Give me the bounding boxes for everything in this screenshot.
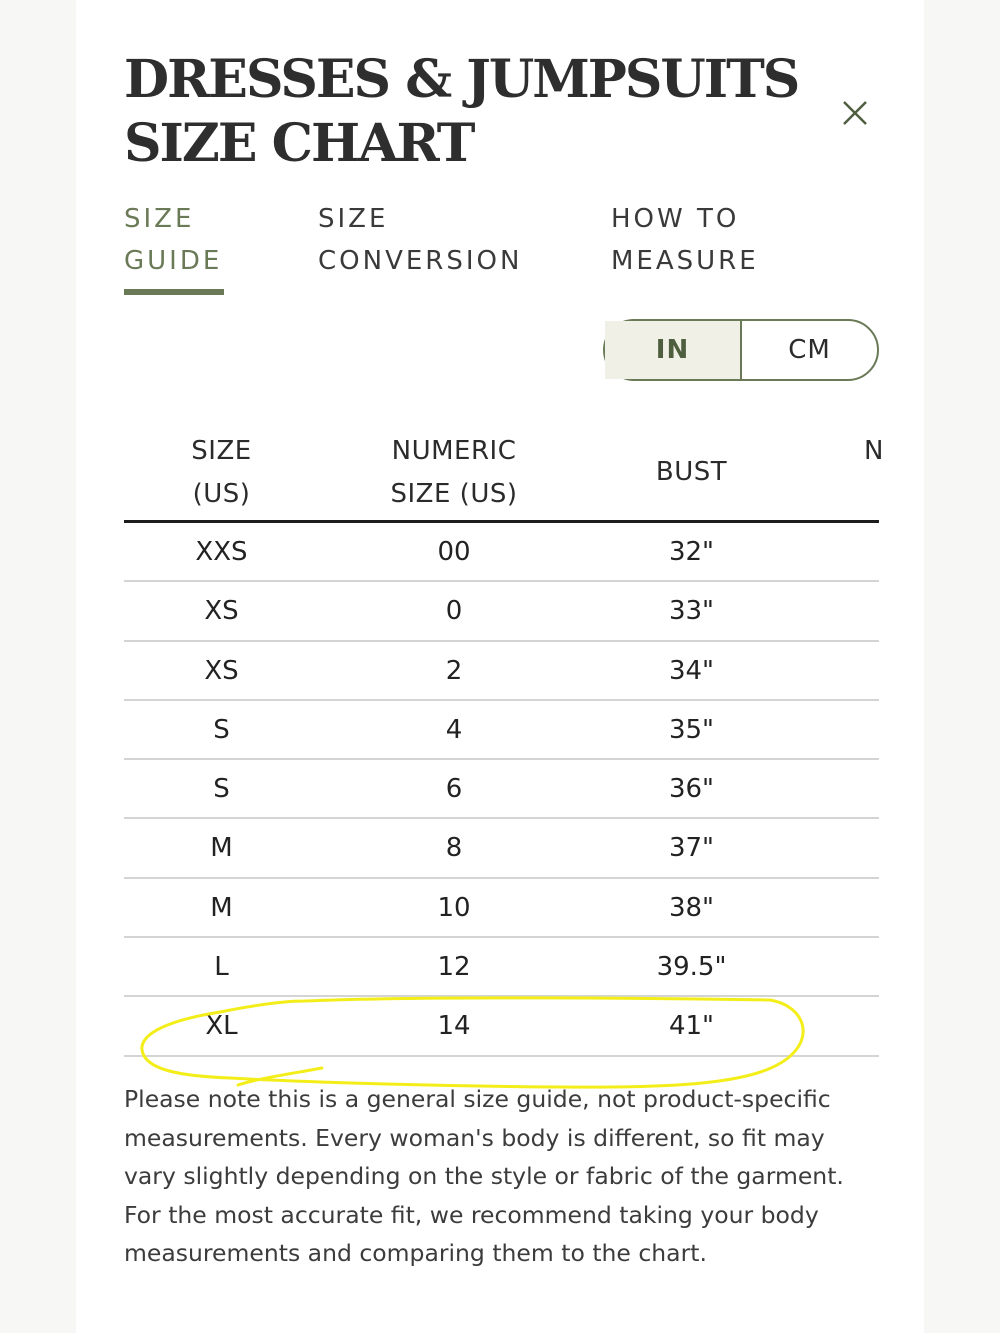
table-header — [124, 420, 884, 523]
cell-numeric-size: 10 — [437, 892, 471, 923]
cell-bust: 39.5" — [656, 952, 727, 983]
header-numeric-line2: SIZE (US) — [390, 479, 518, 509]
cell-size: XS — [204, 655, 239, 686]
cell-size: M — [210, 892, 233, 923]
header-size-line2: (US) — [192, 479, 251, 509]
cell-bust: 35" — [668, 714, 715, 745]
tab-how-to-measure-line1: HOW TO — [611, 204, 740, 234]
tab-size-conversion-line1: SIZE — [318, 204, 389, 234]
cell-bust: 32" — [668, 537, 715, 567]
cell-numeric-size: 00 — [437, 537, 471, 567]
tab-size-guide-line2: GUIDE — [124, 246, 223, 276]
table-row — [124, 642, 879, 701]
active-tab-indicator — [124, 289, 224, 295]
tab-how-to-measure-line2: MEASURE — [611, 246, 759, 276]
size-chart-modal — [76, 0, 924, 1333]
size-guide-note: Please note this is a general size guide, not product-specific measurements. Every woman's body is different, so fit may vary slightly depending on the style or fabric of the garment. For the most accurate fit, we recommend taking your body measurements and comparing them to the chart. — [124, 1085, 844, 1268]
header-bust: BUST — [655, 457, 728, 487]
cell-bust: 37" — [668, 833, 715, 864]
header-numeric-line1: NUMERIC — [391, 436, 517, 466]
cell-size: M — [210, 833, 233, 864]
tab-size-conversion[interactable] — [318, 198, 522, 282]
tab-size-guide-line1: SIZE — [124, 204, 195, 234]
cell-numeric-size: 0 — [445, 596, 463, 627]
cell-size: XL — [205, 1011, 238, 1042]
cell-size: S — [213, 714, 230, 745]
table-row — [124, 879, 879, 938]
header-next-column-partial: N — [864, 436, 884, 466]
cell-numeric-size: 12 — [437, 952, 471, 983]
cell-numeric-size: 6 — [445, 774, 463, 805]
cell-numeric-size: 14 — [437, 1011, 471, 1042]
cell-size: XS — [204, 596, 239, 627]
cell-numeric-size: 2 — [445, 655, 463, 686]
unit-toggle — [603, 319, 879, 381]
cell-numeric-size: 4 — [445, 714, 463, 745]
tab-how-to-measure[interactable] — [611, 198, 759, 282]
cell-bust: 33" — [668, 596, 715, 627]
table-row — [124, 523, 879, 582]
unit-in-button[interactable]: IN — [605, 321, 742, 379]
cell-numeric-size: 8 — [445, 833, 463, 864]
cell-size: S — [213, 774, 230, 805]
table-row — [124, 760, 879, 819]
table-row — [124, 819, 879, 878]
modal-title: DRESSES & JUMPSUITS SIZE CHART — [124, 49, 799, 174]
header-size-us — [124, 430, 319, 516]
unit-cm-button[interactable]: CM — [788, 335, 831, 365]
header-size-line1: SIZE — [191, 436, 252, 466]
size-table — [124, 420, 884, 1057]
table-row — [124, 701, 879, 760]
table-row — [124, 938, 879, 997]
header-numeric-size — [359, 430, 549, 516]
cell-bust: 38" — [668, 892, 715, 923]
cell-bust: 34" — [668, 655, 715, 686]
table-body — [124, 523, 879, 1057]
table-row — [124, 997, 879, 1056]
cell-size: L — [214, 952, 229, 983]
table-row — [124, 582, 879, 641]
tab-size-conversion-line2: CONVERSION — [318, 246, 523, 276]
tab-size-guide[interactable] — [124, 198, 222, 282]
close-icon[interactable] — [838, 96, 872, 130]
cell-bust: 41" — [668, 1011, 715, 1042]
cell-bust: 36" — [668, 774, 715, 805]
cell-size: XXS — [195, 537, 248, 567]
